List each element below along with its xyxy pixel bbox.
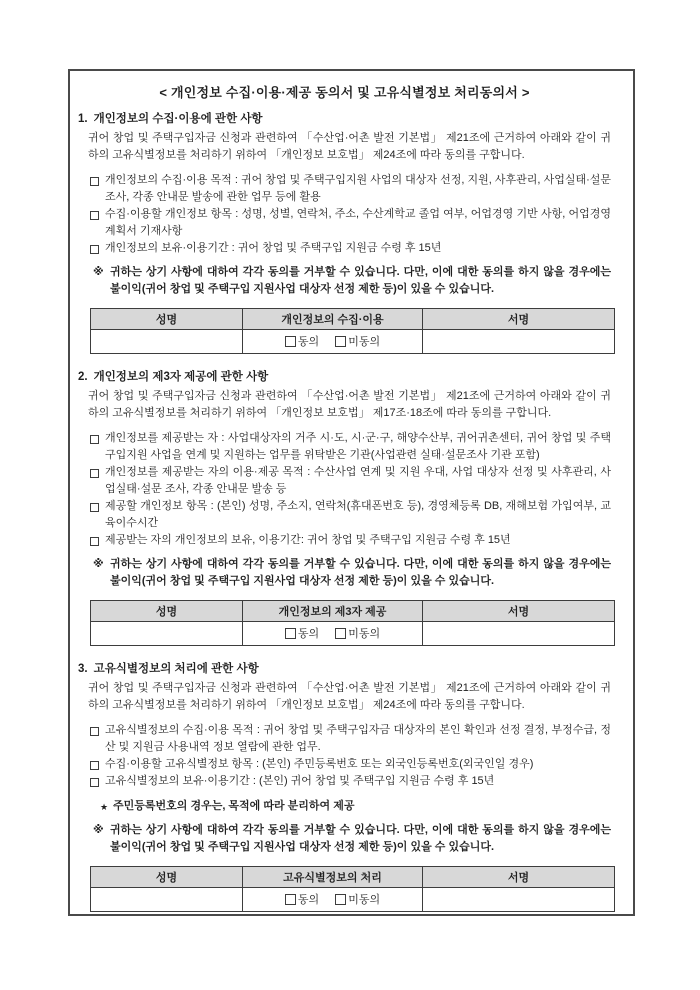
agree-checkbox-icon[interactable] xyxy=(285,894,296,905)
square-bullet-icon xyxy=(90,469,99,478)
form-title: < 개인정보 수집·이용·제공 동의서 및 고유식별정보 처리동의서 > xyxy=(159,85,530,100)
section-intro: 귀어 창업 및 주택구입자금 신청과 관련하여 「수산업·어촌 발전 기본법」 제21조에 근거하여 아래와 같이 귀하의 고유식별정보를 처리하기 위하여 「개인정보 보호법」 제24조에 따라 동의를 구합니다. xyxy=(88,682,611,711)
section-personal-info-collection xyxy=(78,111,611,354)
disagree-checkbox-icon[interactable] xyxy=(335,894,346,905)
bullet-item xyxy=(90,722,611,756)
bullet-text: 제공할 개인정보 항목 : (본인) 성명, 주소지, 연락처(휴대폰번호 등), 경영체등록 DB, 재해보험 가입여부, 교육이수시간 xyxy=(105,500,611,529)
name-field[interactable] xyxy=(91,888,243,912)
table-header-row xyxy=(91,867,615,888)
square-bullet-icon xyxy=(90,778,99,787)
reference-mark-icon: ※ xyxy=(93,824,104,836)
bullet-text: 개인정보를 제공받는 자의 이용·제공 목적 : 수산사업 연계 및 지원 우대, 사업 대상자 선정 및 사후관리, 사업실태·설문 조사, 각종 안내문 발송 등 xyxy=(105,466,611,495)
agree-checkbox-icon[interactable] xyxy=(285,336,296,347)
table-header-row xyxy=(91,309,615,330)
bullet-item xyxy=(90,206,611,240)
section-intro: 귀어 창업 및 주택구입자금 신청과 관련하여 「수산업·어촌 발전 기본법」 제21조에 근거하여 아래와 같이 귀하의 고유식별정보를 처리하기 위하여 「개인정보 보호법」 제17조·18조에 따라 동의를 구합니다. xyxy=(88,390,611,419)
refusal-note xyxy=(93,556,611,590)
refusal-note-text: 귀하는 상기 사항에 대하여 각각 동의를 거부할 수 있습니다. 다만, 이에 대한 동의를 하지 않을 경우에는 불이익(귀어 창업 및 주택구입 지원사업 대상자 선정 제한 등)이 있을 수 있습니다. xyxy=(110,266,611,295)
bullet-text: 개인정보의 보유·이용기간 : 귀어 창업 및 주택구입 지원금 수령 후 15년 xyxy=(105,242,442,254)
section-number: 1. xyxy=(78,113,88,125)
reference-mark-icon: ※ xyxy=(93,266,104,278)
square-bullet-icon xyxy=(90,537,99,546)
section-third-party-provision xyxy=(78,369,611,646)
bullet-item xyxy=(90,240,611,257)
consent-table-collection xyxy=(90,308,615,354)
name-field[interactable] xyxy=(91,330,243,354)
section-heading xyxy=(78,111,611,128)
disagree-option[interactable] xyxy=(335,333,380,349)
bullet-item xyxy=(90,756,611,773)
disagree-checkbox-icon[interactable] xyxy=(335,628,346,639)
table-entry-row xyxy=(91,888,615,912)
bullet-item xyxy=(90,773,611,790)
consent-table-unique-id xyxy=(90,866,615,912)
name-column-header: 성명 xyxy=(91,309,243,330)
section-number: 2. xyxy=(78,371,88,383)
section-heading xyxy=(78,661,611,678)
consent-column-header: 개인정보의 수집·이용 xyxy=(243,309,423,330)
square-bullet-icon xyxy=(90,435,99,444)
disagree-label: 미동의 xyxy=(348,894,381,907)
bullet-item xyxy=(90,532,611,549)
section-heading-text: 개인정보의 수집·이용에 관한 사항 xyxy=(93,113,263,125)
bullet-text: 고유식별정보의 수집·이용 목적 : 귀어 창업 및 주택구입자금 대상자의 본인 확인과 선정 결정, 부정수급, 정산 및 지원금 사용내역 정보 열람에 관한 업무. xyxy=(105,724,611,753)
square-bullet-icon xyxy=(90,761,99,770)
square-bullet-icon xyxy=(90,245,99,254)
agree-option[interactable] xyxy=(285,333,319,349)
square-bullet-icon xyxy=(90,727,99,736)
disagree-label: 미동의 xyxy=(348,628,381,641)
refusal-note xyxy=(93,264,611,298)
refusal-note-text: 귀하는 상기 사항에 대하여 각각 동의를 거부할 수 있습니다. 다만, 이에 대한 동의를 하지 않을 경우에는 불이익(귀어 창업 및 주택구입 지원사업 대상자 선정 제한 등)이 있을 수 있습니다. xyxy=(110,558,611,587)
agree-label: 동의 xyxy=(297,894,320,907)
section-unique-id-processing xyxy=(78,661,611,912)
agree-checkbox-icon[interactable] xyxy=(285,628,296,639)
table-header-row xyxy=(91,601,615,622)
name-column-header: 성명 xyxy=(91,867,243,888)
reference-mark-icon: ※ xyxy=(93,558,104,570)
document-border xyxy=(68,69,635,916)
bullet-list xyxy=(90,172,611,257)
bullet-item xyxy=(90,498,611,532)
bullet-text: 수집·이용할 개인정보 항목 : 성명, 성별, 연락처, 주소, 수산계학교 졸업 여부, 어업경영 기반 사항, 어업경영계획서 기재사항 xyxy=(105,208,611,237)
bullet-item xyxy=(90,172,611,206)
signature-field[interactable] xyxy=(423,622,615,646)
refusal-note-text: 귀하는 상기 사항에 대하여 각각 동의를 거부할 수 있습니다. 다만, 이에 대한 동의를 하지 않을 경우에는 불이익(귀어 창업 및 주택구입 지원사업 대상자 선정 제한 등)이 있을 수 있습니다. xyxy=(110,824,611,853)
signature-column-header: 서명 xyxy=(423,601,615,622)
section-intro: 귀어 창업 및 주택구입자금 신청과 관련하여 「수산업·어촌 발전 기본법」 제21조에 근거하여 아래와 같이 귀하의 고유식별정보를 처리하기 위하여 「개인정보 보호법」 제24조에 따라 동의를 구합니다. xyxy=(88,132,611,161)
consent-choice-cell xyxy=(243,622,423,646)
square-bullet-icon xyxy=(90,211,99,220)
bullet-text: 고유식별정보의 보유·이용기간 : (본인) 귀어 창업 및 주택구입 지원금 수령 후 15년 xyxy=(105,775,495,787)
refusal-note xyxy=(93,822,611,856)
resident-number-note-text: 주민등록번호의 경우는, 목적에 따라 분리하여 제공 xyxy=(113,800,355,812)
table-entry-row xyxy=(91,330,615,354)
consent-column-header: 고유식별정보의 처리 xyxy=(243,867,423,888)
consent-choice-cell xyxy=(243,330,423,354)
consent-options xyxy=(285,891,380,907)
bullet-item xyxy=(90,464,611,498)
square-bullet-icon xyxy=(90,177,99,186)
disagree-checkbox-icon[interactable] xyxy=(335,336,346,347)
agree-option[interactable] xyxy=(285,625,319,641)
name-field[interactable] xyxy=(91,622,243,646)
bullet-text: 개인정보를 제공받는 자 : 사업대상자의 거주 시·도, 시·군·구, 해양수산부, 귀어귀촌센터, 귀어 창업 및 주택구입지원 사업을 연계 및 지원하는 업무를 위탁받은 기관(사업관련 실태·설문조사 기관 포함) xyxy=(105,432,611,461)
signature-field[interactable] xyxy=(423,888,615,912)
bullet-list xyxy=(90,722,611,790)
consent-options xyxy=(285,625,380,641)
resident-number-note xyxy=(100,798,611,815)
bullet-text: 수집·이용할 고유식별정보 항목 : (본인) 주민등록번호 또는 외국인등록번호(외국인일 경우) xyxy=(105,758,534,770)
bullet-list xyxy=(90,430,611,549)
section-heading-text: 고유식별정보의 처리에 관한 사항 xyxy=(93,663,259,675)
name-column-header: 성명 xyxy=(91,601,243,622)
bullet-item xyxy=(90,430,611,464)
agree-option[interactable] xyxy=(285,891,319,907)
section-heading xyxy=(78,369,611,386)
disagree-label: 미동의 xyxy=(348,336,381,349)
table-entry-row xyxy=(91,622,615,646)
signature-column-header: 서명 xyxy=(423,867,615,888)
section-number: 3. xyxy=(78,663,88,675)
signature-column-header: 서명 xyxy=(423,309,615,330)
square-bullet-icon xyxy=(90,503,99,512)
consent-table-third-party xyxy=(90,600,615,646)
bullet-text: 개인정보의 수집·이용 목적 : 귀어 창업 및 주택구입지원 사업의 대상자 선정, 지원, 사후관리, 사업실태·설문 조사, 각종 안내문 발송에 관한 업무 등에 활용 xyxy=(105,174,611,203)
consent-column-header: 개인정보의 제3자 제공 xyxy=(243,601,423,622)
section-heading-text: 개인정보의 제3자 제공에 관한 사항 xyxy=(93,371,269,383)
bullet-text: 제공받는 자의 개인정보의 보유, 이용기간: 귀어 창업 및 주택구입 지원금 수령 후 15년 xyxy=(105,534,511,546)
consent-options xyxy=(285,333,380,349)
consent-choice-cell xyxy=(243,888,423,912)
agree-label: 동의 xyxy=(297,628,320,641)
agree-label: 동의 xyxy=(297,336,320,349)
disagree-option[interactable] xyxy=(335,891,380,907)
disagree-option[interactable] xyxy=(335,625,380,641)
signature-field[interactable] xyxy=(423,330,615,354)
star-icon: ★ xyxy=(100,802,109,812)
